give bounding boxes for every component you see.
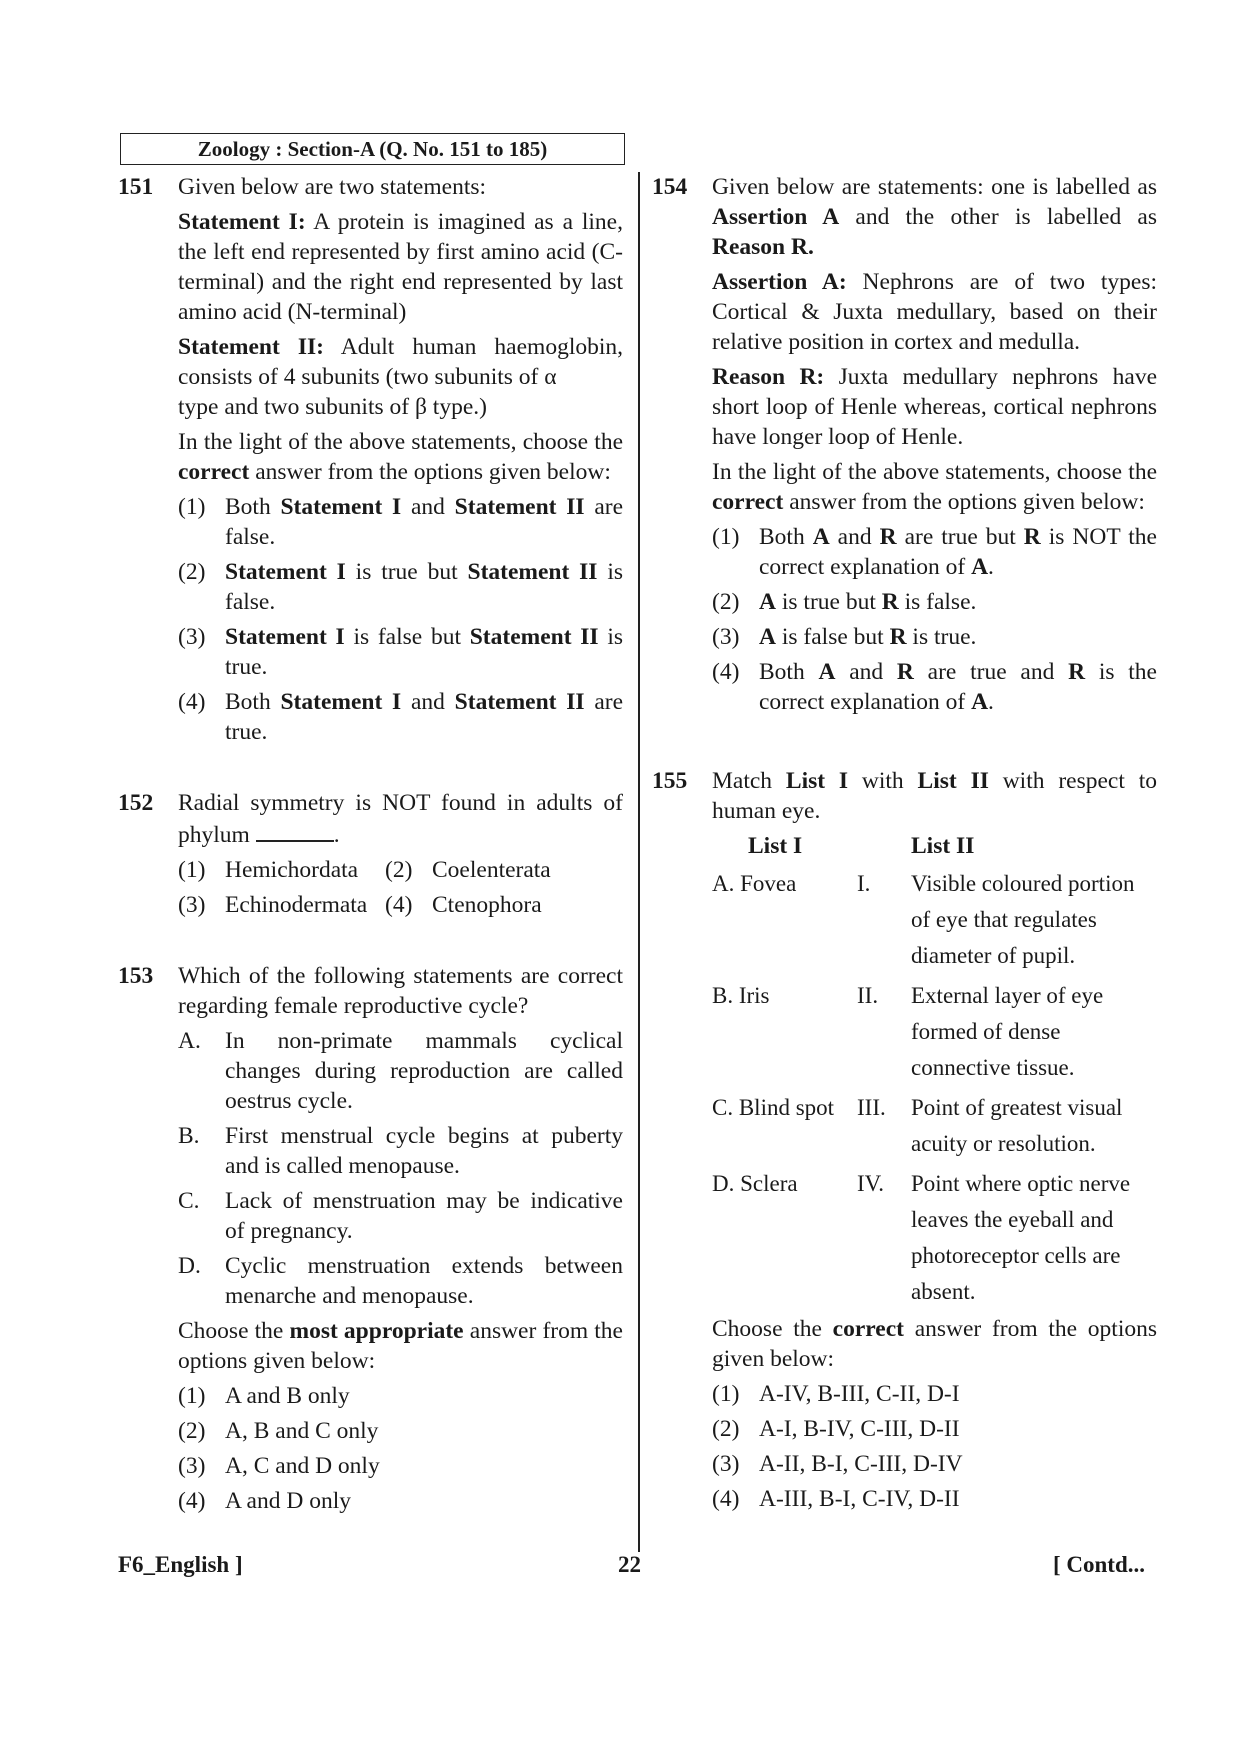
option-1[interactable]: (1) Hemichordata	[178, 857, 359, 883]
question-153	[118, 961, 623, 1516]
match-row: D. Sclera IV. Point where optic nerve leaves the eyeball and photoreceptor cells are absent.	[712, 1171, 1131, 1304]
question-instruction: Choose the correct answer from the options given below:	[712, 1316, 1157, 1372]
question-number: 155	[652, 768, 688, 794]
section-title: Zoology : Section-A (Q. No. 151 to 185)	[120, 133, 625, 165]
question-instruction: In the light of the above statements, choose the correct answer from the options given below:	[178, 429, 623, 485]
statement-2: Statement II: Adult human haemoglobin, consists of 4 subunits (two subunits of α type and two subunits of β type.)	[178, 334, 623, 420]
footer-continued: [ Contd...	[1052, 1552, 1145, 1577]
left-column	[118, 172, 623, 1521]
option-4[interactable]: (4) Both Statement I and Statement II are true.	[178, 689, 624, 745]
match-row: B. Iris II. External layer of eye formed of dense connective tissue.	[712, 983, 1104, 1080]
question-intro: Given below are two statements:	[178, 174, 487, 200]
fill-blank	[256, 818, 334, 842]
option-1[interactable]: (1) A-IV, B-III, C-II, D-I	[712, 1381, 960, 1407]
footer-booklet-code: F6_English ]	[118, 1552, 243, 1577]
option-3[interactable]: (3) A is false but R is true.	[712, 624, 977, 650]
match-table-header	[712, 831, 1157, 861]
question-text: Match List I with List II with respect to human eye.	[712, 768, 1157, 824]
option-4[interactable]: (4) Both A and R are true and R is the correct explanation of A.	[712, 659, 1157, 715]
option-row	[178, 855, 623, 885]
statement-a: A. In non-primate mammals cyclical changes during reproduction are called oestrus cycle.	[178, 1028, 623, 1114]
question-intro: Given below are statements: one is labelled as Assertion A and the other is labelled as Reason R.	[712, 174, 1157, 260]
option-1[interactable]: (1) Both A and R are true but R is NOT the correct explanation of A.	[712, 524, 1157, 580]
question-number: 152	[118, 790, 154, 816]
option-2[interactable]: (2) Statement I is true but Statement II is false.	[178, 559, 623, 615]
question-154	[652, 172, 1157, 717]
option-4[interactable]: (4) A-III, B-I, C-IV, D-II	[712, 1486, 960, 1512]
option-2[interactable]: (2) A-I, B-IV, C-III, D-II	[712, 1416, 960, 1442]
question-number: 151	[118, 174, 154, 200]
assertion: Assertion A: Nephrons are of two types: Cortical & Juxta medullary, based on their relative position in cortex and medulla.	[712, 269, 1158, 355]
option-2[interactable]: (2) A, B and C only	[178, 1418, 379, 1444]
question-instruction: In the light of the above statements, choose the correct answer from the options given below:	[712, 459, 1157, 515]
statement-d: D. Cyclic menstruation extends between menarche and menopause.	[178, 1253, 623, 1309]
option-2[interactable]: (2) A is true but R is false.	[712, 589, 977, 615]
statement-c: C. Lack of menstruation may be indicative of pregnancy.	[178, 1188, 623, 1244]
option-3[interactable]: (3) Echinodermata	[178, 892, 368, 918]
column-divider	[638, 172, 640, 1552]
question-151	[118, 172, 623, 747]
question-number: 154	[652, 174, 688, 200]
option-4[interactable]: (4) Ctenophora	[385, 892, 542, 918]
reason: Reason R: Juxta medullary nephrons have short loop of Henle whereas, cortical nephrons have longer loop of Henle.	[712, 364, 1158, 450]
option-1[interactable]: (1) A and B only	[178, 1383, 350, 1409]
list-2-header: List II	[911, 833, 975, 859]
list-1-header: List I	[748, 833, 803, 859]
match-row: A. Fovea I. Visible coloured portion of eye that regulates diameter of pupil.	[712, 871, 1135, 968]
question-152	[118, 788, 623, 920]
statement-1: Statement I: A protein is imagined as a line, the left end represented by first amino acid (C-terminal) and the right end represented by last amino acid (N-terminal)	[178, 209, 623, 325]
option-3[interactable]: (3) Statement I is false but Statement II is true.	[178, 624, 623, 680]
option-row	[178, 890, 623, 920]
option-4[interactable]: (4) A and D only	[178, 1488, 351, 1514]
question-155	[652, 766, 1157, 1514]
option-2[interactable]: (2) Coelenterata	[385, 857, 551, 883]
option-1[interactable]: (1) Both Statement I and Statement II are false.	[178, 494, 624, 550]
footer-page-number: 22	[618, 1552, 641, 1577]
option-3[interactable]: (3) A-II, B-I, C-III, D-IV	[712, 1451, 963, 1477]
question-number: 153	[118, 963, 154, 989]
statement-b: B. First menstrual cycle begins at puberty and is called menopause.	[178, 1123, 623, 1179]
question-instruction: Choose the most appropriate answer from the options given below:	[178, 1318, 623, 1374]
right-column	[652, 172, 1157, 1519]
question-text: Which of the following statements are correct regarding female reproductive cycle?	[178, 963, 623, 1019]
match-row: C. Blind spot III. Point of greatest visual acuity or resolution.	[712, 1095, 1123, 1156]
option-3[interactable]: (3) A, C and D only	[178, 1453, 380, 1479]
question-text: Radial symmetry is NOT found in adults of phylum .	[178, 790, 623, 848]
